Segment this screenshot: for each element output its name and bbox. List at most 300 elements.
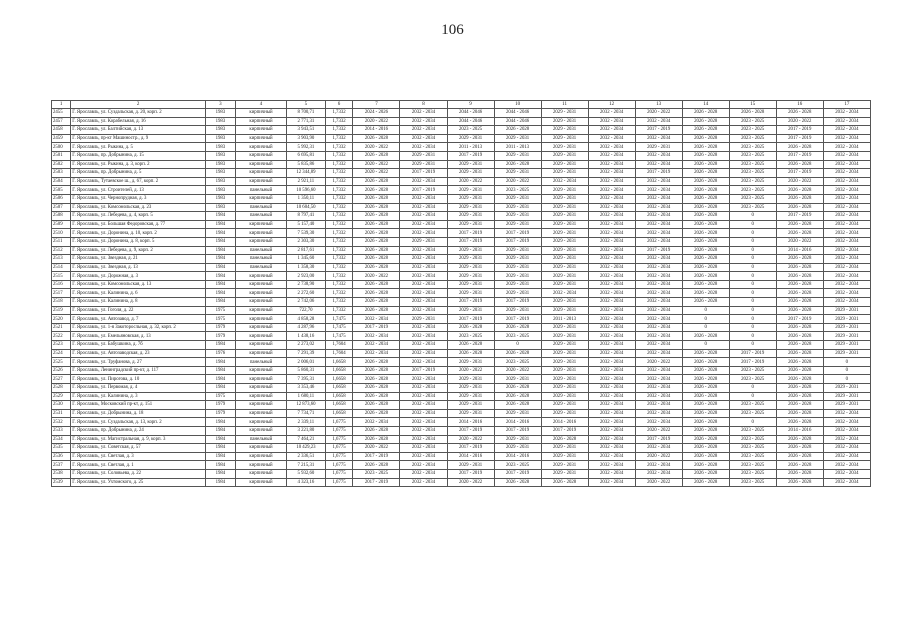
table-cell: 2029 - 2031 — [447, 220, 494, 229]
table-cell: 2020 - 2022 — [776, 117, 823, 126]
address-cell: Г. Ярославль, ул. Светлая, д. 1 — [71, 461, 206, 470]
table-cell: 2032 - 2034 — [400, 272, 447, 281]
table-cell: 2032 - 2034 — [400, 435, 447, 444]
table-cell: 2522 — [52, 332, 71, 341]
table-cell: 2029 - 2031 — [400, 160, 447, 169]
table-cell: 2017 - 2019 — [447, 151, 494, 160]
table-row — [52, 401, 871, 410]
table-cell: 2032 - 2034 — [400, 444, 447, 453]
table-cell: 2026 - 2028 — [353, 401, 400, 410]
table-cell: 1,6775 — [325, 444, 353, 453]
table-cell: 2029 - 2031 — [541, 126, 588, 135]
table-cell: 2032 - 2034 — [588, 109, 635, 118]
table-cell: 1,7332 — [325, 177, 353, 186]
table-cell: 2017 - 2019 — [400, 186, 447, 195]
table-cell: 2017 - 2019 — [776, 126, 823, 135]
table-cell: 0 — [729, 246, 776, 255]
table-cell: 2029 - 2031 — [823, 332, 870, 341]
address-cell: Г. Ярославль, ул. Светлая, д. 3 — [71, 452, 206, 461]
table-cell: 2026 - 2028 — [682, 134, 729, 143]
table-cell: 2026 - 2028 — [682, 117, 729, 126]
table-cell: 1984 — [205, 384, 235, 393]
table-cell: 0 — [729, 212, 776, 221]
table-cell: 2026 - 2028 — [353, 409, 400, 418]
table-cell: 2032 - 2034 — [635, 134, 682, 143]
table-cell: 2032 - 2034 — [588, 332, 635, 341]
table-cell: 2 742,06 — [287, 298, 325, 307]
header-cell: 13 — [635, 101, 682, 109]
table-cell: 2032 - 2034 — [400, 117, 447, 126]
table-cell: 2014 - 2016 — [776, 246, 823, 255]
table-cell: 8 700,71 — [287, 109, 325, 118]
table-cell: 2032 - 2034 — [823, 109, 870, 118]
table-cell: 5 860,31 — [287, 366, 325, 375]
table-cell: 2020 - 2022 — [635, 452, 682, 461]
table-cell: 2026 - 2028 — [776, 298, 823, 307]
table-cell: 3 353,46 — [287, 384, 325, 393]
table-row — [52, 109, 871, 118]
table-cell: 2029 - 2031 — [823, 349, 870, 358]
table-cell: 5 835,86 — [287, 160, 325, 169]
table-cell: 2032 - 2034 — [588, 117, 635, 126]
table-cell: 2029 - 2031 — [494, 289, 541, 298]
table-cell: 2032 - 2034 — [400, 177, 447, 186]
table-cell: 2032 - 2034 — [635, 315, 682, 324]
table-cell: 2 771,31 — [287, 117, 325, 126]
table-cell: 2023 - 2025 — [729, 435, 776, 444]
table-cell: 2023 - 2025 — [729, 444, 776, 453]
table-cell: 1984 — [205, 289, 235, 298]
table-cell: кирпичный — [235, 392, 286, 401]
table-cell: 2032 - 2034 — [823, 134, 870, 143]
table-cell: 2026 - 2028 — [682, 203, 729, 212]
table-cell: 2029 - 2031 — [447, 134, 494, 143]
table-cell: 2029 - 2031 — [541, 117, 588, 126]
table-cell: 2026 - 2028 — [776, 280, 823, 289]
table-cell: 1,6658 — [325, 375, 353, 384]
table-cell: 2029 - 2031 — [823, 392, 870, 401]
table-cell: 2032 - 2034 — [400, 255, 447, 264]
table-cell: 2538 — [52, 469, 71, 478]
table-row — [52, 237, 871, 246]
table-cell: 1975 — [205, 392, 235, 401]
table-cell: 1,7332 — [325, 220, 353, 229]
table-cell: 1983 — [205, 194, 235, 203]
table-cell: 2032 - 2034 — [635, 392, 682, 401]
table-cell: 2023 - 2025 — [729, 194, 776, 203]
table-cell: 0 — [682, 315, 729, 324]
table-cell: 2032 - 2034 — [823, 169, 870, 178]
table-cell: кирпичный — [235, 418, 286, 427]
table-cell: кирпичный — [235, 117, 286, 126]
table-cell: 2029 - 2031 — [447, 186, 494, 195]
table-cell: 1,6658 — [325, 358, 353, 367]
table-cell: 1,6775 — [325, 452, 353, 461]
table-cell: 2029 - 2031 — [447, 246, 494, 255]
table-cell: 2020 - 2022 — [353, 444, 400, 453]
table-cell: 2026 - 2028 — [682, 469, 729, 478]
table-cell: 2023 - 2025 — [729, 134, 776, 143]
table-cell: 2026 - 2028 — [682, 237, 729, 246]
table-cell: 2029 - 2031 — [823, 341, 870, 350]
table-cell: 2032 - 2034 — [635, 341, 682, 350]
table-cell: 2023 - 2025 — [494, 358, 541, 367]
table-cell: 0 — [729, 255, 776, 264]
table-cell: 1,7332 — [325, 280, 353, 289]
table-cell: 2534 — [52, 435, 71, 444]
table-cell: 2029 - 2031 — [541, 375, 588, 384]
table-cell: 2011 - 2013 — [541, 315, 588, 324]
table-row — [52, 332, 871, 341]
table-cell: 2017 - 2019 — [776, 169, 823, 178]
table-cell: кирпичный — [235, 366, 286, 375]
table-row — [52, 134, 871, 143]
table-cell: 2026 - 2028 — [682, 160, 729, 169]
table-cell: 5 932,60 — [287, 469, 325, 478]
table-cell: 1984 — [205, 366, 235, 375]
table-cell: 2032 - 2034 — [400, 392, 447, 401]
table-cell: 2032 - 2034 — [588, 452, 635, 461]
table-cell: 1 345,60 — [287, 255, 325, 264]
table-cell: 2032 - 2034 — [588, 272, 635, 281]
table-cell: 2026 - 2028 — [682, 418, 729, 427]
table-cell: 2032 - 2034 — [353, 315, 400, 324]
table-cell: 2026 - 2028 — [682, 375, 729, 384]
table-cell: 2020 - 2022 — [353, 143, 400, 152]
table-cell: 2029 - 2031 — [541, 469, 588, 478]
table-row — [52, 212, 871, 221]
table-cell: 2535 — [52, 444, 71, 453]
address-cell: Г. Ярославль, ул. Емельяновская, д. 13 — [71, 332, 206, 341]
address-cell: Г. Ярославль, ул. Доронина, д. 10, корп. 2 — [71, 229, 206, 238]
table-cell: 2032 - 2034 — [635, 151, 682, 160]
table-cell: 2017 - 2019 — [447, 298, 494, 307]
table-cell: 2023 - 2025 — [729, 169, 776, 178]
table-cell: 1,6658 — [325, 366, 353, 375]
table-cell: 2032 - 2034 — [400, 109, 447, 118]
table-cell: 2026 - 2028 — [682, 392, 729, 401]
table-cell: 8 797,41 — [287, 212, 325, 221]
table-cell: 4 323,16 — [287, 478, 325, 487]
table-cell: кирпичный — [235, 237, 286, 246]
table-cell: кирпичный — [235, 160, 286, 169]
table-cell: 2032 - 2034 — [588, 143, 635, 152]
table-cell: 2026 - 2028 — [776, 444, 823, 453]
table-cell: 1,6658 — [325, 409, 353, 418]
table-row — [52, 272, 871, 281]
table-row — [52, 263, 871, 272]
table-cell: 1,6775 — [325, 435, 353, 444]
table-cell: 2020 - 2022 — [353, 169, 400, 178]
header-cell: 9 — [447, 101, 494, 109]
table-cell: 2029 - 2031 — [541, 143, 588, 152]
table-cell: 2026 - 2028 — [353, 289, 400, 298]
table-cell: 2026 - 2028 — [494, 323, 541, 332]
table-cell: 2457 — [52, 117, 71, 126]
table-cell: 1984 — [205, 280, 235, 289]
table-cell: 2026 - 2028 — [682, 194, 729, 203]
table-cell: 0 — [682, 323, 729, 332]
table-cell: 1,7604 — [325, 341, 353, 350]
table-cell: 1,7332 — [325, 134, 353, 143]
table-cell: 2032 - 2034 — [588, 315, 635, 324]
table-cell: 2017 - 2019 — [400, 366, 447, 375]
table-cell: 2017 - 2019 — [776, 315, 823, 324]
table-cell: 2026 - 2028 — [776, 160, 823, 169]
table-cell: 2017 - 2019 — [494, 469, 541, 478]
table-cell: 1984 — [205, 298, 235, 307]
table-cell: 2026 - 2028 — [682, 177, 729, 186]
table-cell: 2029 - 2031 — [447, 375, 494, 384]
table-cell: 2032 - 2034 — [400, 194, 447, 203]
table-cell: 1984 — [205, 237, 235, 246]
table-cell: 2531 — [52, 409, 71, 418]
table-cell: 2026 - 2028 — [494, 478, 541, 487]
table-cell: 2 817,61 — [287, 246, 325, 255]
table-cell: 2029 - 2031 — [541, 109, 588, 118]
table-cell: 0 — [729, 306, 776, 315]
table-cell: 2032 - 2034 — [823, 280, 870, 289]
table-row — [52, 409, 871, 418]
table-row — [52, 461, 871, 470]
table-cell: 1984 — [205, 263, 235, 272]
table-cell: 0 — [682, 341, 729, 350]
table-cell: 2017 - 2019 — [494, 229, 541, 238]
table-cell: 2026 - 2028 — [494, 349, 541, 358]
table-cell: 2032 - 2034 — [400, 478, 447, 487]
table-cell: 2505 — [52, 186, 71, 195]
table-cell: 2 336,51 — [287, 452, 325, 461]
table-cell: 2032 - 2034 — [635, 289, 682, 298]
table-cell: 1,6775 — [325, 478, 353, 487]
table-cell: 2032 - 2034 — [635, 375, 682, 384]
table-cell: 2014 - 2016 — [776, 426, 823, 435]
table-cell: 2032 - 2034 — [400, 418, 447, 427]
table-cell: 2026 - 2028 — [353, 280, 400, 289]
table-row — [52, 478, 871, 487]
table-cell: 2032 - 2034 — [588, 194, 635, 203]
table-cell: 0 — [823, 375, 870, 384]
table-cell: 2032 - 2034 — [588, 341, 635, 350]
table-cell: 2029 - 2031 — [494, 409, 541, 418]
table-cell: 2017 - 2019 — [729, 358, 776, 367]
table-cell: 7 291,39 — [287, 349, 325, 358]
table-cell: 0 — [729, 298, 776, 307]
table-cell: 2536 — [52, 452, 71, 461]
table-cell: 1983 — [205, 134, 235, 143]
table-cell: 0 — [729, 237, 776, 246]
table-cell: 2032 - 2034 — [635, 160, 682, 169]
header-cell: 3 — [205, 101, 235, 109]
table-cell: 2516 — [52, 280, 71, 289]
table-cell: 1976 — [205, 349, 235, 358]
table-cell: 1984 — [205, 418, 235, 427]
table-cell: 2029 - 2031 — [447, 392, 494, 401]
table-cell: кирпичный — [235, 169, 286, 178]
table-cell: 0 — [823, 358, 870, 367]
address-cell: Г. Ярославль, ул. Звездная, д. 21 — [71, 255, 206, 264]
table-cell: 2029 - 2031 — [541, 255, 588, 264]
table-cell: 2026 - 2028 — [776, 263, 823, 272]
table-cell: 1,7332 — [325, 263, 353, 272]
address-cell: Г. Ярославль, пр-кт Машиностр., д. 9 — [71, 134, 206, 143]
table-cell: 2023 - 2025 — [729, 452, 776, 461]
table-cell: 2017 - 2019 — [353, 452, 400, 461]
table-cell: 2014 - 2016 — [494, 418, 541, 427]
table-cell: кирпичный — [235, 220, 286, 229]
table-row — [52, 375, 871, 384]
table-cell: 2032 - 2034 — [823, 435, 870, 444]
table-cell: 1984 — [205, 246, 235, 255]
table-cell: 2026 - 2028 — [682, 289, 729, 298]
table-cell: 2014 - 2016 — [447, 418, 494, 427]
table-cell: 722,70 — [287, 306, 325, 315]
table-cell: 2032 - 2034 — [823, 126, 870, 135]
table-cell: 2023 - 2025 — [494, 332, 541, 341]
table-cell: 2026 - 2028 — [682, 401, 729, 410]
table-cell: 2032 - 2034 — [588, 349, 635, 358]
table-cell: 2527 — [52, 375, 71, 384]
address-cell: Г. Ярославль, ул. Ухтомского, д. 25 — [71, 478, 206, 487]
table-cell: 2032 - 2034 — [635, 401, 682, 410]
table-cell: 2032 - 2034 — [400, 426, 447, 435]
table-cell: 2032 - 2034 — [635, 349, 682, 358]
table-cell: 2500 — [52, 143, 71, 152]
register-table — [51, 100, 871, 487]
table-cell: 1983 — [205, 169, 235, 178]
table-cell: 2014 - 2016 — [447, 452, 494, 461]
table-cell: 2026 - 2028 — [353, 298, 400, 307]
table-cell: 2029 - 2031 — [541, 349, 588, 358]
table-cell: 3 221,80 — [287, 426, 325, 435]
address-cell: Г. Ярославль, ул. Советская, д. 57 — [71, 444, 206, 453]
table-cell: 2026 - 2028 — [776, 478, 823, 487]
table-cell: 2530 — [52, 401, 71, 410]
table-cell: 1983 — [205, 151, 235, 160]
table-cell: 2020 - 2022 — [635, 426, 682, 435]
table-cell: 1,7332 — [325, 186, 353, 195]
table-cell: 2020 - 2022 — [447, 177, 494, 186]
table-cell: 1,6658 — [325, 392, 353, 401]
table-cell: 2032 - 2034 — [400, 341, 447, 350]
table-cell: 1983 — [205, 177, 235, 186]
table-cell: 2029 - 2031 — [541, 341, 588, 350]
table-row — [52, 349, 871, 358]
table-cell: 2032 - 2034 — [588, 358, 635, 367]
table-cell: 0 — [729, 323, 776, 332]
table-cell: 2017 - 2019 — [494, 315, 541, 324]
table-cell: 2026 - 2028 — [776, 186, 823, 195]
table-cell: 1,7332 — [325, 212, 353, 221]
table-cell: 2032 - 2034 — [400, 452, 447, 461]
table-cell: 2032 - 2034 — [635, 306, 682, 315]
table-cell: кирпичный — [235, 272, 286, 281]
table-cell: 2026 - 2028 — [776, 341, 823, 350]
table-cell: кирпичный — [235, 109, 286, 118]
table-cell: 2032 - 2034 — [823, 263, 870, 272]
table-cell: 2026 - 2028 — [682, 229, 729, 238]
table-cell: 1983 — [205, 160, 235, 169]
table-cell: 2029 - 2031 — [447, 194, 494, 203]
table-cell: 2032 - 2034 — [588, 160, 635, 169]
table-cell: 2026 - 2028 — [682, 255, 729, 264]
table-cell: 2032 - 2034 — [588, 461, 635, 470]
table-cell: 2023 - 2025 — [729, 117, 776, 126]
address-cell: Г. Ярославль, ул. Гоголя, д. 22 — [71, 306, 206, 315]
table-cell: 2517 — [52, 289, 71, 298]
address-cell: Г. Ярославль, ул. Дорожная, д. 3 — [71, 272, 206, 281]
table-cell: 2032 - 2034 — [588, 401, 635, 410]
table-cell: 2017 - 2019 — [635, 246, 682, 255]
table-cell: 2032 - 2034 — [823, 186, 870, 195]
table-cell: 2017 - 2019 — [447, 426, 494, 435]
table-cell: 2017 - 2019 — [353, 323, 400, 332]
table-cell: 1,7332 — [325, 237, 353, 246]
header-cell: 10 — [494, 101, 541, 109]
table-cell: кирпичный — [235, 298, 286, 307]
table-cell: 2026 - 2028 — [353, 177, 400, 186]
table-cell: 2 273,02 — [287, 341, 325, 350]
table-cell: 1984 — [205, 229, 235, 238]
table-cell: 2503 — [52, 169, 71, 178]
table-cell: кирпичный — [235, 289, 286, 298]
table-cell: 2026 - 2028 — [776, 143, 823, 152]
table-cell: 2032 - 2034 — [541, 177, 588, 186]
table-cell: 2032 - 2034 — [823, 194, 870, 203]
page-number: 106 — [441, 22, 464, 38]
table-cell: 7 464,21 — [287, 435, 325, 444]
table-cell: 2032 - 2034 — [400, 280, 447, 289]
table-cell: 2032 - 2034 — [588, 151, 635, 160]
table-cell: 2020 - 2022 — [447, 366, 494, 375]
table-cell: 0 — [729, 384, 776, 393]
table-cell: панельный — [235, 186, 286, 195]
table-cell: 2524 — [52, 349, 71, 358]
table-cell: 2026 - 2028 — [682, 461, 729, 470]
table-cell: 2029 - 2031 — [494, 444, 541, 453]
table-cell: 2029 - 2031 — [494, 255, 541, 264]
table-row — [52, 151, 871, 160]
table-cell: 2026 - 2028 — [494, 126, 541, 135]
address-cell: Г. Ярославль, ул. Балтийская, д. 13 — [71, 126, 206, 135]
table-cell: 2032 - 2034 — [635, 186, 682, 195]
address-cell: Г. Ярославль, Ленинградский пр-кт, д. 117 — [71, 366, 206, 375]
table-cell: 2032 - 2034 — [635, 418, 682, 427]
table-cell: 1983 — [205, 143, 235, 152]
table-cell: 2032 - 2034 — [635, 237, 682, 246]
table-cell: 2017 - 2019 — [447, 469, 494, 478]
table-cell: 2506 — [52, 194, 71, 203]
table-row — [52, 366, 871, 375]
table-row — [52, 194, 871, 203]
table-cell: 2026 - 2028 — [353, 358, 400, 367]
table-cell: панельный — [235, 435, 286, 444]
table-cell: 2029 - 2031 — [447, 289, 494, 298]
table-cell: 2029 - 2031 — [823, 315, 870, 324]
table-cell: 1979 — [205, 401, 235, 410]
table-cell: 2032 - 2034 — [635, 194, 682, 203]
table-cell: 1 358,30 — [287, 263, 325, 272]
header-cell: 12 — [588, 101, 635, 109]
table-cell: 2026 - 2028 — [776, 203, 823, 212]
table-cell: 2029 - 2031 — [494, 375, 541, 384]
table-cell: 1,7475 — [325, 315, 353, 324]
table-cell: 2032 - 2034 — [400, 246, 447, 255]
table-cell: 1975 — [205, 306, 235, 315]
table-cell: 2029 - 2031 — [494, 203, 541, 212]
table-cell: 2032 - 2034 — [635, 229, 682, 238]
table-cell: 2026 - 2028 — [682, 426, 729, 435]
